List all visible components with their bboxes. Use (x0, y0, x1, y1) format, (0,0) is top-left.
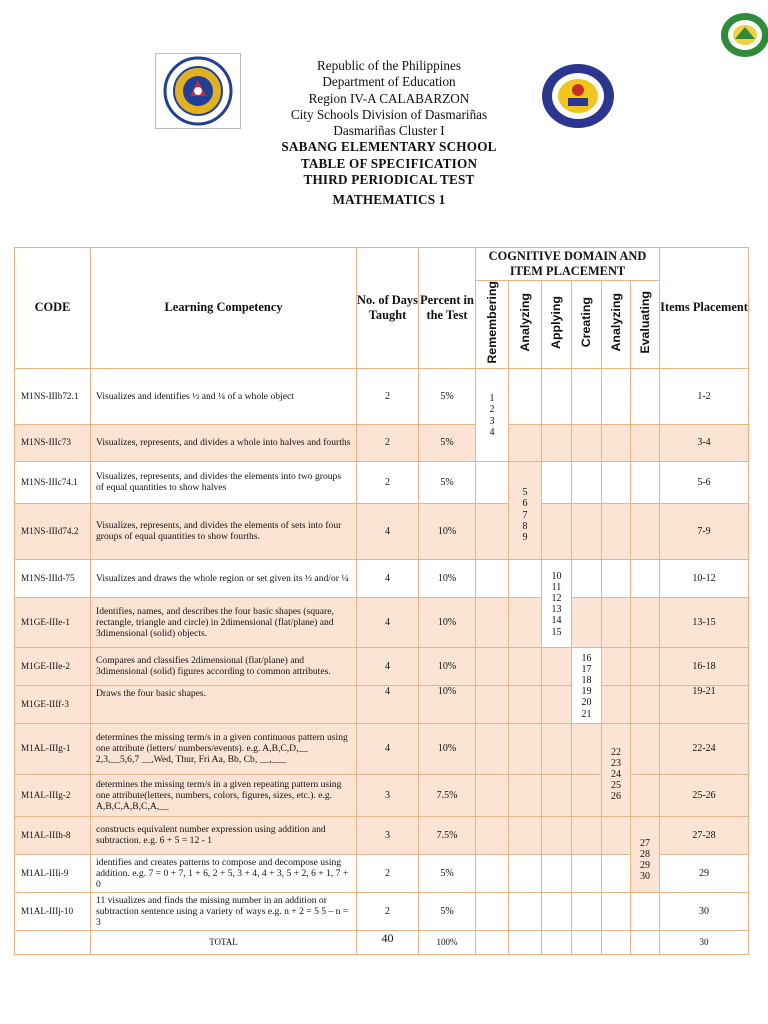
row-percent: 7.5% (419, 774, 476, 816)
row-code: M1NS-IIIb72.1 (15, 368, 91, 424)
domain-evaluating: Evaluating (631, 281, 660, 369)
total-days: 40 (357, 930, 419, 954)
row-days: 2 (357, 461, 419, 503)
analyzing-2-items: 22 23 24 25 26 (602, 723, 631, 816)
row-days: 4 (357, 559, 419, 597)
header-republic: Republic of the Philippines (317, 58, 461, 73)
row-competency: Visualizes, represents, and divides the elements of sets into four groups of equal quantities to show fourths. (91, 503, 357, 559)
table-row (15, 723, 749, 774)
row-percent: 10% (419, 503, 476, 559)
row-code: M1AL-IIIi-9 (15, 854, 91, 892)
row-days: 4 (357, 503, 419, 559)
test-title: THIRD PERIODICAL TEST (303, 172, 475, 188)
row-placement: 1-2 (660, 368, 749, 424)
row-placement: 25-26 (660, 774, 749, 816)
row-placement: 16-18 (660, 647, 749, 685)
row-placement: 5-6 (660, 461, 749, 503)
row-code: M1AL-IIIj-10 (15, 892, 91, 930)
row-days: 4 (357, 685, 419, 723)
row-percent: 5% (419, 368, 476, 424)
row-competency: Visualizes and identifies ½ and ¼ of a whole object (91, 368, 357, 424)
creating-items: 16 17 18 19 20 21 (572, 647, 602, 723)
domain-analyzing: Analyzing (509, 281, 542, 369)
header-region: Region IV-A CALABARZON (308, 90, 470, 106)
header-division: City Schools Division of Dasmariñas (290, 106, 488, 122)
header-department: Department of Education (322, 74, 456, 90)
row-placement: 7-9 (660, 503, 749, 559)
domain-analyzing-2: Analyzing (602, 281, 631, 369)
row-competency: identifies and creates patterns to compose and decompose using addition. e.g. 7 = 0 + 7, 1 + 6, 2 + 5, 3 + 4, 4 + 3, 5 + 2, 6 + 1, 7 + 0 (91, 854, 357, 892)
row-placement: 30 (660, 892, 749, 930)
row-days: 2 (357, 854, 419, 892)
row-percent: 7.5% (419, 816, 476, 854)
row-days: 4 (357, 723, 419, 774)
row-code: M1NS-IIIc73 (15, 424, 91, 461)
school-name: SABANG ELEMENTARY SCHOOL (281, 139, 497, 155)
row-days: 2 (357, 368, 419, 424)
table-row (15, 597, 749, 647)
header-cognitive-domain: COGNITIVE DOMAIN AND ITEM PLACEMENT (476, 248, 660, 281)
applying-items: 10 11 12 13 14 15 (542, 559, 572, 647)
document-header (0, 58, 768, 209)
table-row (15, 503, 749, 559)
table-row (15, 368, 749, 424)
domain-remembering: Remembering (476, 281, 509, 369)
row-competency: Visualizes and draws the whole region or set given its ½ and/or ¼ (91, 559, 357, 597)
header-competency: Learning Competency (91, 248, 357, 369)
analyzing-items: 5 6 7 8 9 (509, 461, 542, 559)
domain-creating: Creating (572, 281, 602, 369)
evaluating-items: 27 28 29 30 (631, 816, 660, 892)
row-code: M1AL-IIIg-1 (15, 723, 91, 774)
row-competency: Draws the four basic shapes. (91, 685, 357, 723)
row-code: M1AL-IIIh-8 (15, 816, 91, 854)
table-row (15, 559, 749, 597)
row-percent: 10% (419, 647, 476, 685)
row-placement: 27-28 (660, 816, 749, 854)
row-percent: 5% (419, 424, 476, 461)
row-placement: 22-24 (660, 723, 749, 774)
table-row (15, 774, 749, 816)
row-code: M1GE-IIIf-3 (15, 685, 91, 723)
row-percent: 10% (419, 685, 476, 723)
row-placement: 19-21 (660, 685, 749, 723)
total-percent: 100% (419, 930, 476, 954)
row-days: 4 (357, 647, 419, 685)
row-placement: 3-4 (660, 424, 749, 461)
header-percent: Percent in the Test (419, 248, 476, 369)
row-percent: 10% (419, 723, 476, 774)
total-row (15, 930, 749, 954)
row-percent: 5% (419, 461, 476, 503)
row-days: 2 (357, 424, 419, 461)
table-row (15, 892, 749, 930)
division-seal-icon (720, 12, 768, 58)
table-row (15, 461, 749, 503)
row-days: 3 (357, 816, 419, 854)
row-competency: Visualizes, represents, and divides a whole into halves and fourths (91, 424, 357, 461)
row-days: 3 (357, 774, 419, 816)
row-competency: determines the missing term/s in a given repeating pattern using one attribute(letters, numbers, colors, figures, sizes, etc.). e.g. A,B,C,A,B,C,A,__ (91, 774, 357, 816)
row-placement: 13-15 (660, 597, 749, 647)
header-placement: Items Placement (660, 248, 749, 369)
table-row (15, 647, 749, 685)
table-row (15, 424, 749, 461)
remembering-items: 1 2 3 4 (476, 368, 509, 461)
row-days: 2 (357, 892, 419, 930)
total-label: TOTAL (91, 930, 357, 954)
specification-table (14, 247, 749, 955)
row-code: M1GE-IIIe-1 (15, 597, 91, 647)
row-competency: Visualizes, represents, and divides the elements into two groups of equal quantities to show halves (91, 461, 357, 503)
row-code: M1NS-IIId74.2 (15, 503, 91, 559)
row-competency: Identifies, names, and describes the four basic shapes (square, rectangle, triangle and circle) in 2dimensional (flat/plane) and 3dimensional (solid) objects. (91, 597, 357, 647)
row-competency: constructs equivalent number expression using addition and subtraction. e.g. 6 + 5 = 12 - 1 (91, 816, 357, 854)
domain-applying: Applying (542, 281, 572, 369)
row-code: M1NS-IIIc74.1 (15, 461, 91, 503)
document-title: TABLE OF SPECIFICATION (300, 155, 478, 171)
row-percent: 10% (419, 597, 476, 647)
row-placement: 29 (660, 854, 749, 892)
row-competency: 11 visualizes and finds the missing number in an addition or subtraction sentence using a variety of ways e.g. n + 2 = 5 5 – n = 3 (91, 892, 357, 930)
row-code: M1NS-IIId-75 (15, 559, 91, 597)
row-competency: determines the missing term/s in a given continuous pattern using one attribute (letters/ numbers/events). e.g. A,B,C,D,__ 2,3,__5,6,7 __,Wed, Thur, Fri Aa, Bb, Cb, __,___ (91, 723, 357, 774)
total-placement: 30 (660, 930, 749, 954)
row-days: 4 (357, 597, 419, 647)
header-code: CODE (15, 248, 91, 369)
table-row (15, 685, 749, 723)
header-days: No. of Days Taught (357, 248, 419, 369)
subject-title: MATHEMATICS 1 (332, 192, 446, 208)
table-row (15, 816, 749, 854)
row-percent: 5% (419, 854, 476, 892)
row-code: M1AL-IIIg-2 (15, 774, 91, 816)
row-percent: 10% (419, 559, 476, 597)
row-percent: 5% (419, 892, 476, 930)
row-placement: 10-12 (660, 559, 749, 597)
row-code: M1GE-IIIe-2 (15, 647, 91, 685)
header-cluster: Dasmariñas Cluster I (333, 123, 445, 139)
row-competency: Compares and classifies 2dimensional (flat/plane) and 3dimensional (solid) figures according to common attributes. (91, 647, 357, 685)
